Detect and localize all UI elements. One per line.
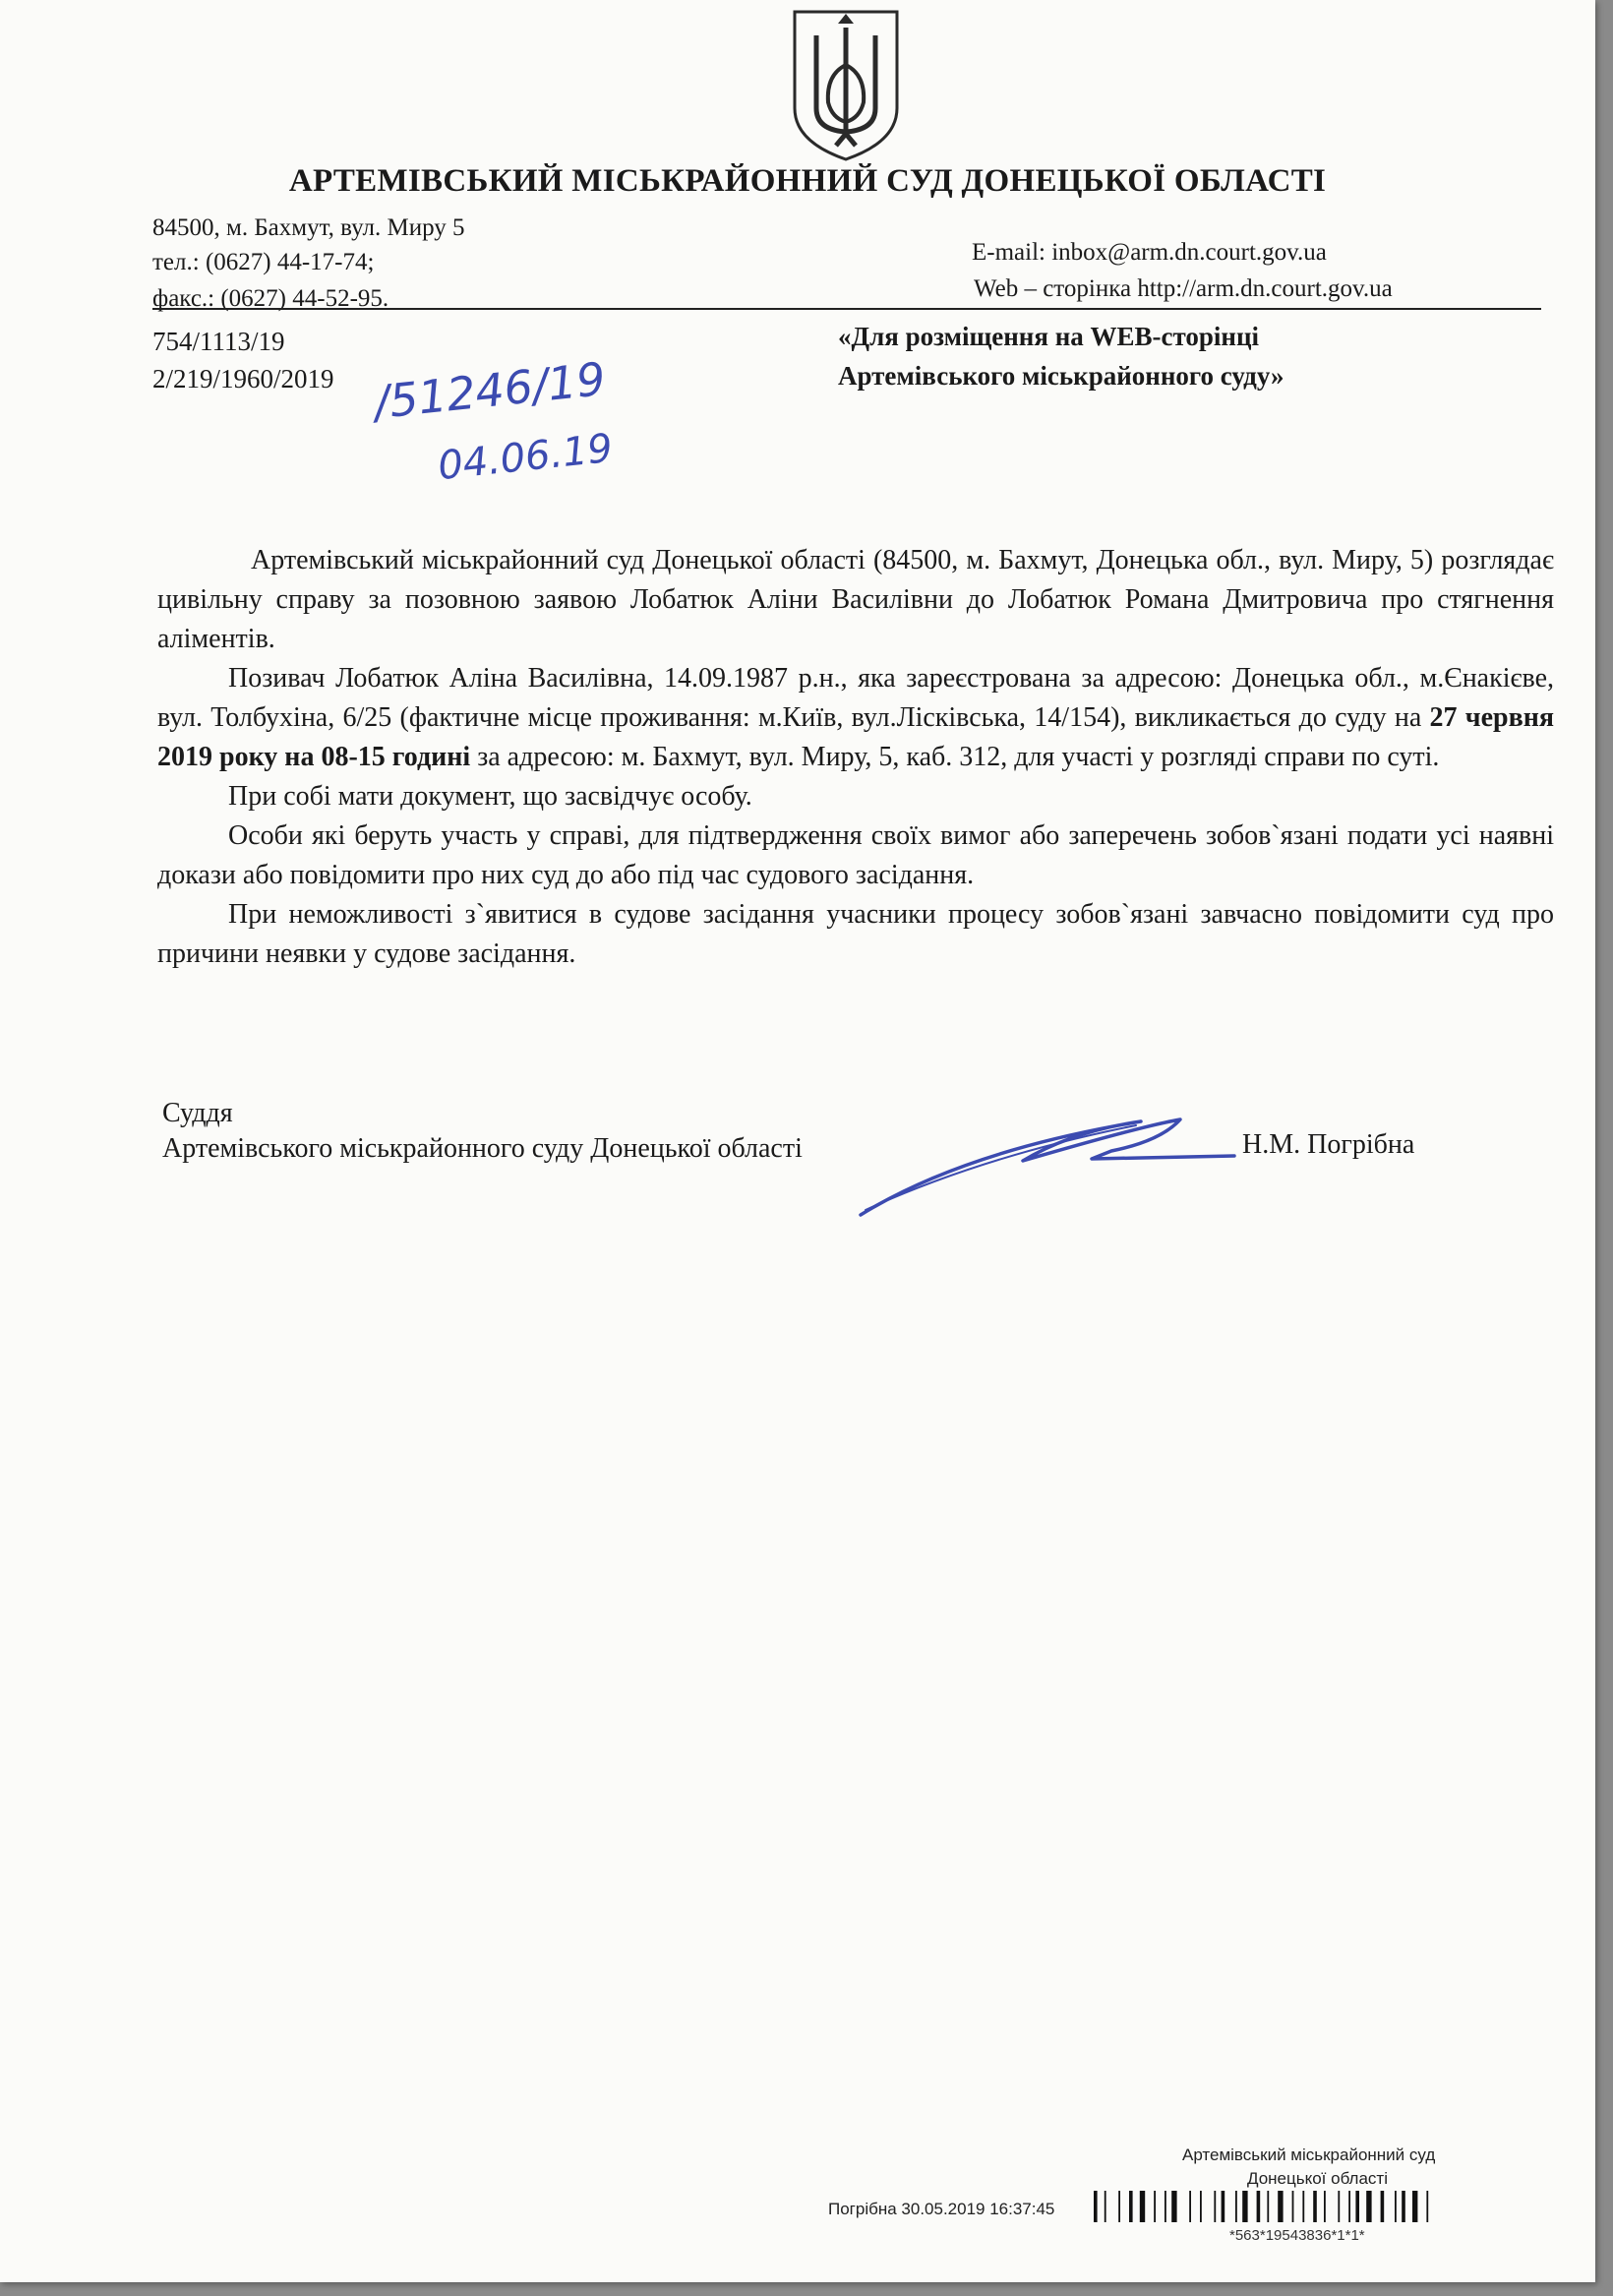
- paragraph-case-description: Артемівський міськрайонний суд Донецької області (84500, м. Бахмут, Донецька обл., вул. Миру, 5) розглядає цивільну справу за позовною заявою Лобатюк Аліни Василівни до Лобатюк Романа Дмитровича про стягнення аліментів.: [157, 545, 1554, 654]
- court-address: 84500, м. Бахмут, вул. Миру 5: [152, 214, 465, 241]
- paragraph-identity-document: При собі мати документ, що засвідчує особу.: [228, 781, 752, 812]
- coat-of-arms-icon: [787, 6, 905, 163]
- header-divider: [152, 308, 1541, 310]
- stamp-signed-info: Погрібна 30.05.2019 16:37:45: [828, 2200, 1055, 2218]
- signature-title: Суддя: [162, 1098, 233, 1128]
- barcode-number: *563*19543836*1*1*: [1229, 2227, 1365, 2244]
- notice-body: [157, 541, 1554, 974]
- court-website: Web – сторінка http://arm.dn.court.gov.ua: [974, 275, 1393, 302]
- handwritten-signature: [846, 1112, 1239, 1220]
- stamp-court-line-2: Донецької області: [1247, 2169, 1388, 2188]
- web-note-line-2: Артемівського міськрайонного суду»: [838, 361, 1284, 391]
- summons-text-start: Позивач Лобатюк Аліна Василівна, 14.09.1987 р.н., яка зареєстрована за адресою: Донецька обл., м.Єнакієве, вул. Толбухіна, 6/25 (фактичне місце проживання: м.Київ, вул.Лісківська, 14/154), викликається до суду на: [157, 663, 1554, 733]
- judge-name: Н.М. Погрібна: [1242, 1129, 1415, 1160]
- paragraph-evidence: Особи які беруть участь у справі, для підтвердження своїх вимог або заперечень зобов`язані подати усі наявні докази або повідомити про них суд до або під час судового засідання.: [157, 820, 1554, 890]
- paragraph-summons: [157, 659, 1554, 777]
- case-reference-1: 754/1113/19: [152, 327, 285, 356]
- handwritten-registration-number: /51246/19: [371, 351, 609, 430]
- summons-text-end: за адресою: м. Бахмут, вул. Миру, 5, каб. 312, для участі у розгляді справи по суті.: [470, 742, 1440, 772]
- handwritten-date: 04.06.19: [436, 425, 616, 490]
- case-reference-2: 2/219/1960/2019: [152, 364, 334, 393]
- court-title: АРТЕМІВСЬКИЙ МІСЬКРАЙОННИЙ СУД ДОНЕЦЬКОЇ ОБЛАСТІ: [288, 163, 1327, 199]
- paragraph-absence-notice: При неможливості з`явитися в судове засідання учасники процесу зобов`язані завчасно повідомити суд про причини неявки у судове засідання.: [157, 899, 1554, 969]
- court-email: E-mail: inbox@arm.dn.court.gov.ua: [972, 239, 1327, 266]
- court-fax: факс.: (0627) 44-52-95.: [152, 285, 389, 312]
- document-barcode: [1090, 2189, 1562, 2226]
- hearing-date-time: 27 червня 2019 року на 08-15 годині: [157, 702, 1554, 772]
- signature-court: Артемівського міськрайонного суду Донецької області: [162, 1133, 803, 1164]
- web-publication-note: [838, 317, 1284, 395]
- stamp-court-line-1: Артемівський міськрайонний суд: [1182, 2145, 1436, 2164]
- court-phone: тел.: (0627) 44-17-74;: [152, 249, 375, 275]
- web-note-line-1: «Для розміщення на WEB-сторінці: [838, 322, 1260, 351]
